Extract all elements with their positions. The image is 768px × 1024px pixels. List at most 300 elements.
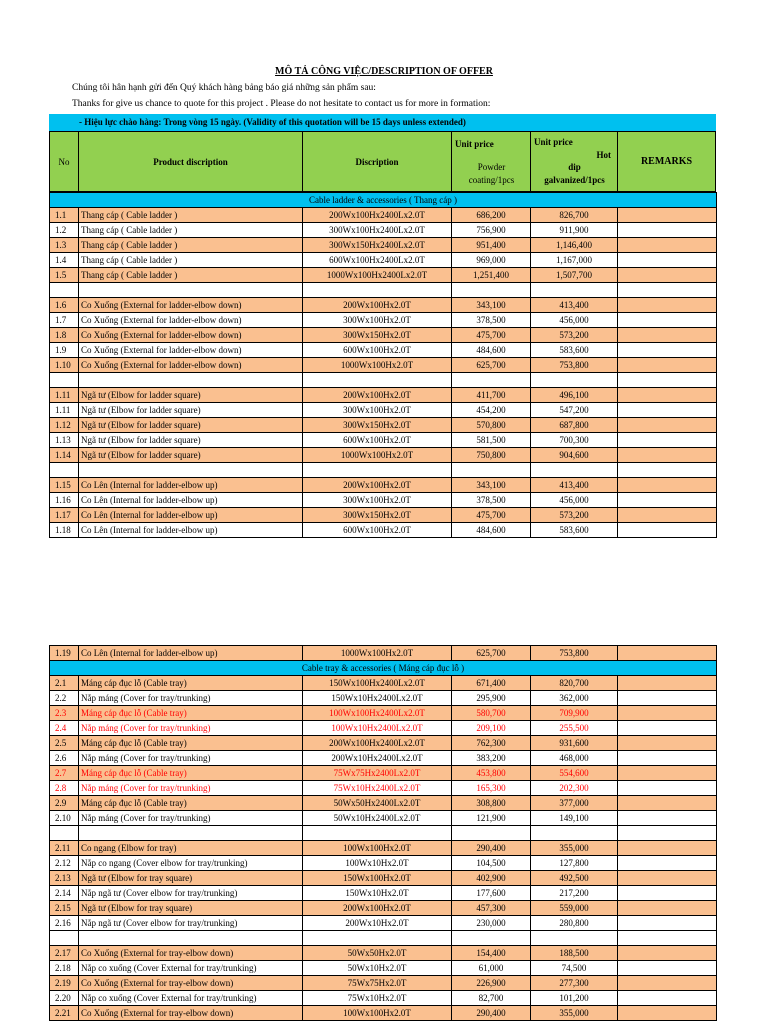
product-cell: Ngã tư (Elbow for ladder square): [79, 448, 303, 463]
empty-cell: [452, 826, 531, 841]
price-hotdip-cell: 700,300: [531, 433, 618, 448]
description-cell: 200Wx10Hx2.0T: [303, 916, 452, 931]
price-powder-cell: 750,800: [452, 448, 531, 463]
item-no: 1.12: [50, 418, 79, 433]
remarks-cell: [618, 751, 717, 766]
price-hotdip-cell: 559,000: [531, 901, 618, 916]
remarks-cell: [618, 841, 717, 856]
price-powder-cell: 61,000: [452, 961, 531, 976]
item-no: 2.17: [50, 946, 79, 961]
validity-banner: - Hiệu lực chào hàng: Trong vòng 15 ngày. (Validity of this quotation will be 15 days unless extended): [49, 114, 716, 131]
price-powder-cell: 383,200: [452, 751, 531, 766]
product-cell: Nắp co ngang (Cover elbow for tray/trunking): [79, 856, 303, 871]
item-no: 1.13: [50, 433, 79, 448]
price-hotdip-cell: 377,000: [531, 796, 618, 811]
item-no: 2.7: [50, 766, 79, 781]
item-no: 1.6: [50, 298, 79, 313]
header-up2-line4: galvanized/1pcs: [544, 175, 605, 185]
product-cell: Nắp máng (Cover for tray/trunking): [79, 751, 303, 766]
remarks-cell: [618, 403, 717, 418]
remarks-cell: [618, 343, 717, 358]
remarks-cell: [618, 1006, 717, 1021]
header-up2-line1: Unit price: [534, 137, 573, 147]
item-no: 1.3: [50, 238, 79, 253]
header-unit-price-powder: [452, 132, 531, 191]
description-cell: 300Wx100Hx2400Lx2.0T: [303, 223, 452, 238]
description-cell: 200Wx100Hx2400Lx2.0T: [303, 736, 452, 751]
price-powder-cell: 290,400: [452, 1006, 531, 1021]
remarks-cell: [618, 916, 717, 931]
header-up1-line3: coating/1pcs: [468, 175, 515, 185]
item-no: 1.15: [50, 478, 79, 493]
remarks-cell: [618, 433, 717, 448]
remarks-cell: [618, 676, 717, 691]
table-row: [50, 313, 717, 328]
section-title: Cable tray & accessories ( Máng cáp đục lỗ ): [50, 661, 717, 676]
description-cell: 100Wx10Hx2.0T: [303, 856, 452, 871]
table-row: [50, 418, 717, 433]
description-cell: 50Wx50Hx2.0T: [303, 946, 452, 961]
price-powder-cell: 484,600: [452, 523, 531, 538]
remarks-cell: [618, 886, 717, 901]
item-no: 2.2: [50, 691, 79, 706]
price-hotdip-cell: 709,900: [531, 706, 618, 721]
table-header: [49, 131, 716, 192]
empty-cell: [452, 373, 531, 388]
table-row: [50, 976, 717, 991]
table-row: [50, 358, 717, 373]
table-row: [50, 991, 717, 1006]
table-row: [50, 493, 717, 508]
spacer-row: [50, 463, 717, 478]
price-hotdip-cell: 456,000: [531, 313, 618, 328]
item-no: 2.1: [50, 676, 79, 691]
product-cell: Nắp máng (Cover for tray/trunking): [79, 721, 303, 736]
description-cell: 1000Wx100Hx2.0T: [303, 358, 452, 373]
price-hotdip-cell: 496,100: [531, 388, 618, 403]
price-hotdip-cell: 101,200: [531, 991, 618, 1006]
price-powder-cell: 378,500: [452, 313, 531, 328]
item-no: 1.4: [50, 253, 79, 268]
price-hotdip-cell: 820,700: [531, 676, 618, 691]
item-no: 2.12: [50, 856, 79, 871]
empty-cell: [618, 373, 717, 388]
item-no: 1.17: [50, 508, 79, 523]
empty-cell: [303, 373, 452, 388]
description-cell: 75Wx75Hx2.0T: [303, 976, 452, 991]
description-cell: 100Wx100Hx2.0T: [303, 1006, 452, 1021]
product-cell: Co Lên (Internal for ladder-elbow up): [79, 478, 303, 493]
product-cell: Ngã tư (Elbow for ladder square): [79, 433, 303, 448]
product-cell: Thang cáp ( Cable ladder ): [79, 208, 303, 223]
price-hotdip-cell: 826,700: [531, 208, 618, 223]
remarks-cell: [618, 493, 717, 508]
description-cell: 200Wx100Hx2.0T: [303, 298, 452, 313]
price-powder-cell: 177,600: [452, 886, 531, 901]
header-up2-line2: Hot: [596, 150, 611, 160]
item-no: 1.9: [50, 343, 79, 358]
product-cell: Máng cáp đục lỗ (Cable tray): [79, 736, 303, 751]
empty-cell: [531, 463, 618, 478]
item-no: 2.18: [50, 961, 79, 976]
remarks-cell: [618, 208, 717, 223]
empty-cell: [452, 463, 531, 478]
price-powder-cell: 82,700: [452, 991, 531, 1006]
description-cell: 150Wx100Hx2.0T: [303, 871, 452, 886]
remarks-cell: [618, 223, 717, 238]
table-row: [50, 508, 717, 523]
price-powder-cell: 625,700: [452, 646, 531, 661]
spacer-row: [50, 931, 717, 946]
price-powder-cell: 475,700: [452, 328, 531, 343]
price-powder-cell: 570,800: [452, 418, 531, 433]
item-no: 1.18: [50, 523, 79, 538]
price-hotdip-cell: 277,300: [531, 976, 618, 991]
product-cell: Nắp co xuống (Cover External for tray/trunking): [79, 961, 303, 976]
remarks-cell: [618, 448, 717, 463]
item-no: 2.14: [50, 886, 79, 901]
page-title: MÔ TẢ CÔNG VIỆC/DESCRIPTION OF OFFER: [275, 66, 493, 77]
empty-cell: [50, 373, 79, 388]
table-row: [50, 736, 717, 751]
item-no: 2.15: [50, 901, 79, 916]
header-product: Product discription: [79, 132, 303, 191]
remarks-cell: [618, 523, 717, 538]
item-no: 2.6: [50, 751, 79, 766]
price-powder-cell: 226,900: [452, 976, 531, 991]
price-hotdip-cell: 554,600: [531, 766, 618, 781]
empty-cell: [50, 463, 79, 478]
table-row: [50, 646, 717, 661]
empty-cell: [79, 373, 303, 388]
product-cell: Ngã tư (Elbow for ladder square): [79, 388, 303, 403]
empty-cell: [79, 283, 303, 298]
product-cell: Co Xuống (External for tray-elbow down): [79, 1006, 303, 1021]
remarks-cell: [618, 781, 717, 796]
empty-cell: [303, 463, 452, 478]
intro-vietnamese: Chúng tôi hân hạnh gửi đến Quý khách hàng bảng báo giá những sản phẩm sau:: [72, 83, 376, 93]
table-row: [50, 751, 717, 766]
remarks-cell: [618, 313, 717, 328]
item-no: 1.2: [50, 223, 79, 238]
table-row: [50, 901, 717, 916]
price-hotdip-cell: 1,146,400: [531, 238, 618, 253]
price-hotdip-cell: 149,100: [531, 811, 618, 826]
empty-cell: [531, 826, 618, 841]
price-table-1: [49, 192, 717, 538]
price-hotdip-cell: 413,400: [531, 298, 618, 313]
empty-cell: [79, 826, 303, 841]
spacer-row: [50, 373, 717, 388]
remarks-cell: [618, 796, 717, 811]
description-cell: 300Wx150Hx2.0T: [303, 508, 452, 523]
price-powder-cell: 969,000: [452, 253, 531, 268]
header-remarks: REMARKS: [640, 156, 693, 167]
price-hotdip-cell: 355,000: [531, 841, 618, 856]
description-cell: 50Wx50Hx2400Lx2.0T: [303, 796, 452, 811]
price-hotdip-cell: 931,600: [531, 736, 618, 751]
spacer-row: [50, 283, 717, 298]
empty-cell: [50, 826, 79, 841]
empty-cell: [50, 283, 79, 298]
header-up1-line1: Unit price: [455, 139, 494, 149]
header-description: Discription: [303, 132, 452, 191]
price-hotdip-cell: 362,000: [531, 691, 618, 706]
product-cell: Co Xuống (External for ladder-elbow down): [79, 313, 303, 328]
price-powder-cell: 454,200: [452, 403, 531, 418]
product-cell: Thang cáp ( Cable ladder ): [79, 238, 303, 253]
table-row: [50, 328, 717, 343]
price-hotdip-cell: 74,500: [531, 961, 618, 976]
item-no: 2.4: [50, 721, 79, 736]
table-row: [50, 298, 717, 313]
table-row: [50, 433, 717, 448]
empty-cell: [618, 826, 717, 841]
remarks-cell: [618, 706, 717, 721]
empty-cell: [618, 931, 717, 946]
item-no: 1.14: [50, 448, 79, 463]
description-cell: 75Wx75Hx2400Lx2.0T: [303, 766, 452, 781]
table-row: [50, 1006, 717, 1021]
description-cell: 600Wx100Hx2.0T: [303, 433, 452, 448]
table-row: [50, 946, 717, 961]
description-cell: 75Wx10Hx2.0T: [303, 991, 452, 1006]
table-row: [50, 706, 717, 721]
price-hotdip-cell: 280,800: [531, 916, 618, 931]
item-no: 2.20: [50, 991, 79, 1006]
empty-cell: [303, 283, 452, 298]
price-hotdip-cell: 355,000: [531, 1006, 618, 1021]
price-powder-cell: 165,300: [452, 781, 531, 796]
product-cell: Co Xuống (External for tray-elbow down): [79, 976, 303, 991]
empty-cell: [531, 283, 618, 298]
remarks-cell: [618, 358, 717, 373]
description-cell: 300Wx100Hx2.0T: [303, 403, 452, 418]
product-cell: Co Lên (Internal for ladder-elbow up): [79, 493, 303, 508]
description-cell: 600Wx100Hx2400Lx2.0T: [303, 253, 452, 268]
price-powder-cell: 121,900: [452, 811, 531, 826]
remarks-cell: [618, 478, 717, 493]
item-no: 1.8: [50, 328, 79, 343]
price-hotdip-cell: 573,200: [531, 508, 618, 523]
item-no: 1.5: [50, 268, 79, 283]
description-cell: 100Wx100Hx2400Lx2.0T: [303, 706, 452, 721]
product-cell: Nắp co xuống (Cover External for tray/trunking): [79, 991, 303, 1006]
item-no: 1.19: [50, 646, 79, 661]
price-hotdip-cell: 1,167,000: [531, 253, 618, 268]
remarks-cell: [618, 961, 717, 976]
product-cell: Co Lên (Internal for ladder-elbow up): [79, 523, 303, 538]
table-row: [50, 343, 717, 358]
price-powder-cell: 671,400: [452, 676, 531, 691]
product-cell: Ngã tư (Elbow for ladder square): [79, 403, 303, 418]
empty-cell: [531, 373, 618, 388]
item-no: 1.7: [50, 313, 79, 328]
table-row: [50, 388, 717, 403]
price-powder-cell: 756,900: [452, 223, 531, 238]
description-cell: 100Wx100Hx2.0T: [303, 841, 452, 856]
remarks-cell: [618, 646, 717, 661]
price-powder-cell: 453,800: [452, 766, 531, 781]
remarks-cell: [618, 766, 717, 781]
remarks-cell: [618, 991, 717, 1006]
remarks-cell: [618, 811, 717, 826]
empty-cell: [79, 931, 303, 946]
table-row: [50, 268, 717, 283]
table-row: [50, 208, 717, 223]
price-powder-cell: 1,251,400: [452, 268, 531, 283]
item-no: 1.16: [50, 493, 79, 508]
header-unit-price-hotdip: [531, 132, 618, 191]
remarks-cell: [618, 976, 717, 991]
product-cell: Thang cáp ( Cable ladder ): [79, 268, 303, 283]
table-row: [50, 781, 717, 796]
table-row: [50, 523, 717, 538]
product-cell: Nắp máng (Cover for tray/trunking): [79, 781, 303, 796]
description-cell: 150Wx10Hx2.0T: [303, 886, 452, 901]
description-cell: 1000Wx100Hx2.0T: [303, 646, 452, 661]
item-no: 2.10: [50, 811, 79, 826]
empty-cell: [79, 463, 303, 478]
price-powder-cell: 343,100: [452, 478, 531, 493]
description-cell: 200Wx100Hx2.0T: [303, 388, 452, 403]
empty-cell: [618, 463, 717, 478]
product-cell: Co ngang (Elbow for tray): [79, 841, 303, 856]
price-hotdip-cell: 583,600: [531, 523, 618, 538]
product-cell: Co Xuống (External for ladder-elbow down): [79, 358, 303, 373]
item-no: 1.11: [50, 388, 79, 403]
description-cell: 300Wx100Hx2.0T: [303, 493, 452, 508]
price-powder-cell: 378,500: [452, 493, 531, 508]
table-row: [50, 886, 717, 901]
price-hotdip-cell: 904,600: [531, 448, 618, 463]
price-powder-cell: 484,600: [452, 343, 531, 358]
product-cell: Nắp ngã tư (Cover elbow for tray/trunking): [79, 886, 303, 901]
item-no: 1.10: [50, 358, 79, 373]
product-cell: Máng cáp đục lỗ (Cable tray): [79, 706, 303, 721]
price-powder-cell: 475,700: [452, 508, 531, 523]
price-hotdip-cell: 573,200: [531, 328, 618, 343]
product-cell: Nắp máng (Cover for tray/trunking): [79, 691, 303, 706]
header-no: No: [50, 132, 79, 191]
price-hotdip-cell: 217,200: [531, 886, 618, 901]
table-row: [50, 811, 717, 826]
remarks-cell: [618, 268, 717, 283]
table-row: [50, 676, 717, 691]
empty-cell: [303, 826, 452, 841]
table-row: [50, 238, 717, 253]
price-table-2: [49, 645, 717, 1021]
remarks-cell: [618, 721, 717, 736]
item-no: 1.11: [50, 403, 79, 418]
description-cell: 300Wx150Hx2.0T: [303, 328, 452, 343]
item-no: 2.8: [50, 781, 79, 796]
item-no: 2.9: [50, 796, 79, 811]
price-powder-cell: 343,100: [452, 298, 531, 313]
item-no: 2.19: [50, 976, 79, 991]
item-no: 2.16: [50, 916, 79, 931]
product-cell: Máng cáp đục lỗ (Cable tray): [79, 766, 303, 781]
price-hotdip-cell: 911,900: [531, 223, 618, 238]
empty-cell: [618, 283, 717, 298]
price-hotdip-cell: 492,500: [531, 871, 618, 886]
description-cell: 600Wx100Hx2.0T: [303, 523, 452, 538]
remarks-cell: [618, 508, 717, 523]
item-no: 1.1: [50, 208, 79, 223]
price-hotdip-cell: 456,000: [531, 493, 618, 508]
price-powder-cell: 457,300: [452, 901, 531, 916]
product-cell: Thang cáp ( Cable ladder ): [79, 253, 303, 268]
description-cell: 75Wx10Hx2400Lx2.0T: [303, 781, 452, 796]
price-hotdip-cell: 413,400: [531, 478, 618, 493]
table-row: [50, 223, 717, 238]
price-hotdip-cell: 753,800: [531, 646, 618, 661]
price-hotdip-cell: 255,500: [531, 721, 618, 736]
description-cell: 150Wx10Hx2400Lx2.0T: [303, 691, 452, 706]
price-hotdip-cell: 753,800: [531, 358, 618, 373]
product-cell: Nắp ngã tư (Cover elbow for tray/trunking): [79, 916, 303, 931]
price-hotdip-cell: 547,200: [531, 403, 618, 418]
price-powder-cell: 625,700: [452, 358, 531, 373]
price-powder-cell: 308,800: [452, 796, 531, 811]
spacer-row: [50, 826, 717, 841]
product-cell: Co Lên (Internal for ladder-elbow up): [79, 508, 303, 523]
item-no: 2.5: [50, 736, 79, 751]
intro-english: Thanks for give us chance to quote for this project . Please do not hesitate to contact us for more in formation:: [72, 99, 491, 109]
product-cell: Co Xuống (External for ladder-elbow down): [79, 298, 303, 313]
price-powder-cell: 402,900: [452, 871, 531, 886]
item-no: 2.21: [50, 1006, 79, 1021]
product-cell: Co Xuống (External for ladder-elbow down): [79, 328, 303, 343]
remarks-cell: [618, 856, 717, 871]
price-powder-cell: 580,700: [452, 706, 531, 721]
empty-cell: [303, 931, 452, 946]
section-header-row: [50, 193, 717, 208]
price-hotdip-cell: 468,000: [531, 751, 618, 766]
remarks-cell: [618, 388, 717, 403]
price-powder-cell: 762,300: [452, 736, 531, 751]
description-cell: 200Wx100Hx2.0T: [303, 901, 452, 916]
table-row: [50, 871, 717, 886]
description-cell: 50Wx10Hx2.0T: [303, 961, 452, 976]
product-cell: Ngã tư (Elbow for tray square): [79, 901, 303, 916]
remarks-cell: [618, 901, 717, 916]
description-cell: 100Wx10Hx2400Lx2.0T: [303, 721, 452, 736]
empty-cell: [452, 931, 531, 946]
price-powder-cell: 686,200: [452, 208, 531, 223]
table-row: [50, 796, 717, 811]
price-hotdip-cell: 127,800: [531, 856, 618, 871]
remarks-cell: [618, 736, 717, 751]
product-cell: Máng cáp đục lỗ (Cable tray): [79, 796, 303, 811]
item-no: 2.13: [50, 871, 79, 886]
remarks-cell: [618, 418, 717, 433]
remarks-cell: [618, 946, 717, 961]
section-header-row: [50, 661, 717, 676]
description-cell: 150Wx100Hx2400Lx2.0T: [303, 676, 452, 691]
table-row: [50, 961, 717, 976]
price-hotdip-cell: 583,600: [531, 343, 618, 358]
price-powder-cell: 581,500: [452, 433, 531, 448]
table-row: [50, 721, 717, 736]
remarks-cell: [618, 298, 717, 313]
price-powder-cell: 154,400: [452, 946, 531, 961]
description-cell: 300Wx150Hx2400Lx2.0T: [303, 238, 452, 253]
item-no: 2.11: [50, 841, 79, 856]
table-row: [50, 916, 717, 931]
description-cell: 200Wx10Hx2400Lx2.0T: [303, 751, 452, 766]
description-cell: 1000Wx100Hx2.0T: [303, 448, 452, 463]
